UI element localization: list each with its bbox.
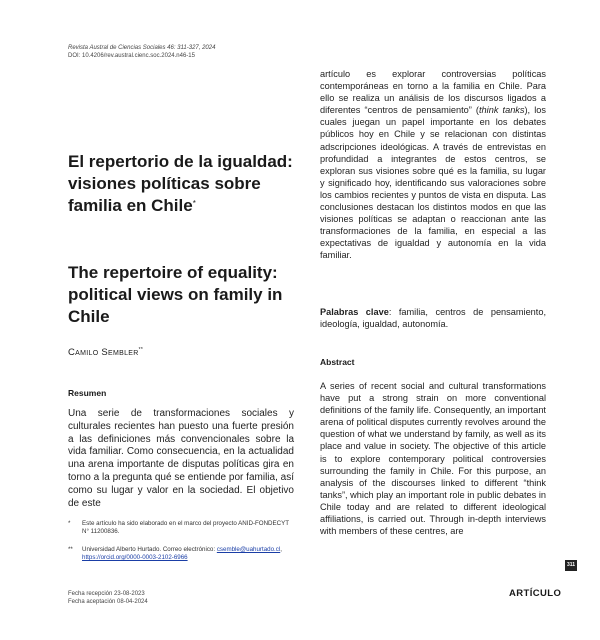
resumen-continuation: artículo es explorar controversias políticas contemporáneas en torno a la familia en Chile. Para ello se realiza un análisis de los discursos ligados a diferentes “centros de pensamiento” (think tanks), los cuales juegan un papel importante en los debates públicos hoy en Chile y se relacionan con distintas adscripciones ideológicas. A través de entrevistas en profundidad a integrantes de estos centros, se exploran sus visiones sobre qué es la familia, su lugar y significado hoy, identificando sus valoraciones sobre los cambios recientes y puntos de vista en disputa. Las conclusiones destacan los distintos modos en que las visiones políticas se adaptan o reaccionan ante las transformaciones de la familia, en especial a las expectativas de igualdad y autonomía en la vida familiar. — [320, 69, 546, 261]
title-footnote-marker[interactable]: * — [192, 199, 196, 208]
footnote-2-separator: , — [280, 546, 282, 553]
author-footnote-marker[interactable]: ** — [138, 347, 144, 353]
title-spanish-text: El repertorio de la igualdad: visiones políticas sobre familia en Chile — [68, 152, 293, 215]
footnote-1-text: Este artículo ha sido elaborado en el marco del proyecto ANID-FONDECYT N° 11200836. — [82, 520, 289, 535]
abstract-text: A series of recent social and cultural transformations have put a strong strain on more conventional definitions of the family life. Consequently, an important arena of political disputes currently revolves around the question of what we understand by family, as well as its place and value in society. The objective of this article is to explore contemporary political controversies surrounding the family in Chile. For this purpose, an analysis of the discourses linked to different “think tanks”, which play an important role in public debates in Chile today and are related to different ideological affiliations, is carried out. Through in-depth interviews with members of these centres, are — [320, 381, 546, 537]
date-accepted: Fecha aceptación 08-04-2024 — [68, 599, 148, 605]
page-number: 311 — [565, 560, 577, 571]
title-spanish — [68, 151, 298, 217]
journal-name: Revista Austral de Ciencias Sociales 46: 311-327, 2024 — [68, 45, 216, 51]
footnote-1-marker: * — [68, 520, 71, 527]
keywords-text: : familia, centros de pensamiento, ideología, igualdad, autonomía. — [320, 307, 546, 330]
footnote-2 — [68, 546, 294, 562]
date-received: Fecha recepción 23-08-2023 — [68, 591, 145, 597]
footnote-2-marker: ** — [68, 546, 73, 553]
footnote-1 — [68, 520, 294, 536]
footnote-2-affiliation: Universidad Alberto Hurtado. Correo electrónico: — [82, 546, 217, 553]
keywords — [320, 306, 546, 330]
author-email-link[interactable]: csemble@uahurtado.cl — [216, 546, 281, 553]
think-tanks-term: think tanks — [479, 105, 525, 116]
resumen-text: Una serie de transformaciones sociales y culturales recientes han puesto una fuerte presión a las definiciones más convencionales sobre la vida familiar. Como consecuencia, en la actualidad una arena importante de disputas políticas gira en torno a la pregunta qué se entiende por familia, así como su lugar y valor en la sociedad. El objetivo de este — [68, 408, 294, 509]
orcid-link[interactable]: https://orcid.org/0000-0003-2102-6966 — [82, 554, 188, 561]
resumen-heading: Resumen — [68, 388, 107, 398]
doi: DOI: 10.4206/rev.austral.cienc.soc.2024.n46-15 — [68, 53, 195, 59]
author-name: Camilo Sembler — [68, 347, 139, 358]
submission-dates — [68, 590, 148, 606]
section-label: ARTÍCULO — [509, 588, 562, 599]
footnote-2-text — [82, 546, 294, 562]
author — [68, 347, 143, 358]
journal-header — [68, 44, 308, 60]
keywords-label: Palabras clave — [320, 307, 389, 317]
title-english: The repertoire of equality: political views on family in Chile — [68, 263, 283, 326]
abstract-heading: Abstract — [320, 357, 355, 367]
